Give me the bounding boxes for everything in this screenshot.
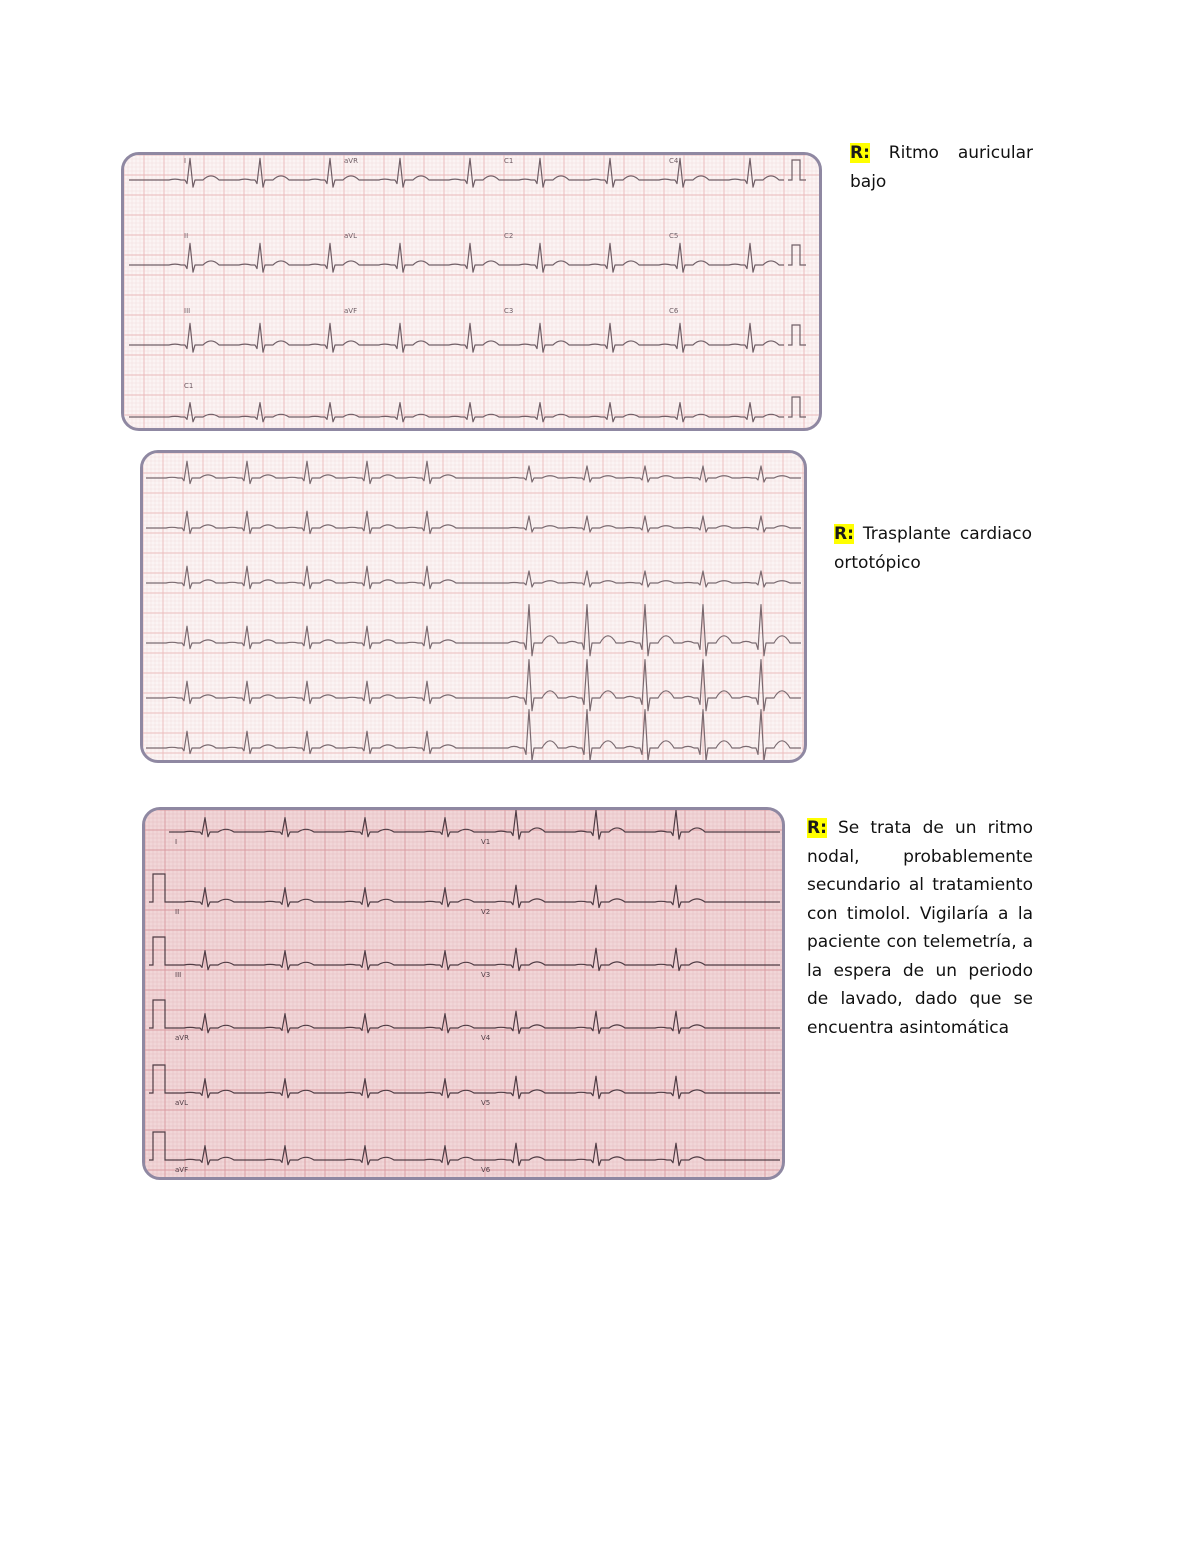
ecg-1-lead-label: C2 — [504, 232, 514, 240]
ecg-3-trace-right-2 — [475, 885, 780, 907]
ecg-tracing-3-image — [145, 810, 782, 1177]
answer-1-prefix: R: — [850, 143, 870, 163]
ecg-3-lead-label: V2 — [481, 908, 491, 916]
ecg-1-lead-label: I — [184, 157, 187, 165]
ecg-2-trace-left-4 — [146, 626, 493, 648]
ecg-1-trace-row-2 — [129, 243, 784, 272]
ecg-1-trace-row-3 — [129, 323, 784, 352]
ecg-1-lead-label: C6 — [669, 307, 679, 315]
ecg-3-lead-label: III — [175, 971, 182, 979]
ecg-1-lead-label: II — [184, 232, 189, 240]
ecg-3-lead-label: V1 — [481, 838, 491, 846]
answer-3-text: Se trata de un ritmo nodal, probablemente secundario al tratamiento con timolol. Vigilaría a la paciente con telemetría, a la espera de un periodo de lavado, dado que se encuentra asintomática — [807, 818, 1033, 1038]
ecg-1-lead-label: C5 — [669, 232, 679, 240]
ecg-1-lead-label: C4 — [669, 157, 679, 165]
answer-2-text: Trasplante cardiaco ortotópico — [834, 524, 1032, 573]
ecg-2-trace-left-5 — [146, 681, 493, 703]
ecg-3-trace-right-5 — [475, 1076, 780, 1098]
answer-3-prefix: R: — [807, 818, 827, 838]
ecg-1-lead-label: C1 — [504, 157, 514, 165]
ecg-3-lead-label: aVF — [175, 1166, 189, 1174]
ecg-3-trace-right-3 — [475, 948, 780, 970]
ecg-3-lead-label: II — [175, 908, 180, 916]
ecg-3-lead-label: V5 — [481, 1099, 491, 1107]
ecg-tracing-3 — [142, 807, 785, 1180]
ecg-tracing-2-image — [143, 453, 804, 760]
ecg-tracing-1-image — [124, 155, 819, 428]
ecg-3-lead-label: V3 — [481, 971, 491, 979]
ecg-1-lead-label: aVL — [344, 232, 357, 240]
ecg-2-trace-left-3 — [146, 566, 493, 588]
answer-1 — [850, 139, 1033, 196]
answer-2-prefix: R: — [834, 524, 854, 544]
ecg-grid-minor — [145, 810, 782, 1177]
ecg-tracing-2 — [140, 450, 807, 763]
ecg-3-lead-label: I — [175, 838, 178, 846]
ecg-3-lead-label: aVR — [175, 1034, 189, 1042]
ecg-3-lead-label: V6 — [481, 1166, 491, 1174]
ecg-grid-minor — [143, 453, 804, 760]
ecg-1-lead-label: aVR — [344, 157, 358, 165]
answer-3 — [807, 814, 1033, 1042]
ecg-3-calibration-5 — [149, 1065, 169, 1093]
ecg-2-trace-left-2 — [146, 511, 493, 533]
ecg-3-calibration-2 — [149, 874, 169, 902]
ecg-3-trace-right-1 — [475, 810, 780, 839]
ecg-2-trace-left-1 — [146, 461, 493, 483]
ecg-3-trace-right-6 — [475, 1143, 780, 1165]
ecg-1-lead-label: C1 — [184, 382, 194, 390]
ecg-3-calibration-3 — [149, 937, 169, 965]
ecg-grid-major — [143, 453, 804, 760]
ecg-tracing-1 — [121, 152, 822, 431]
ecg-1-lead-label: C3 — [504, 307, 514, 315]
ecg-2-trace-left-6 — [146, 731, 493, 753]
answer-1-text: Ritmo auricular bajo — [850, 143, 1033, 192]
ecg-1-lead-label: III — [184, 307, 191, 315]
answer-2 — [834, 520, 1032, 577]
ecg-3-lead-label: aVL — [175, 1099, 188, 1107]
ecg-grid-minor — [124, 155, 819, 428]
ecg-3-lead-label: V4 — [481, 1034, 491, 1042]
ecg-1-lead-label: aVF — [344, 307, 358, 315]
